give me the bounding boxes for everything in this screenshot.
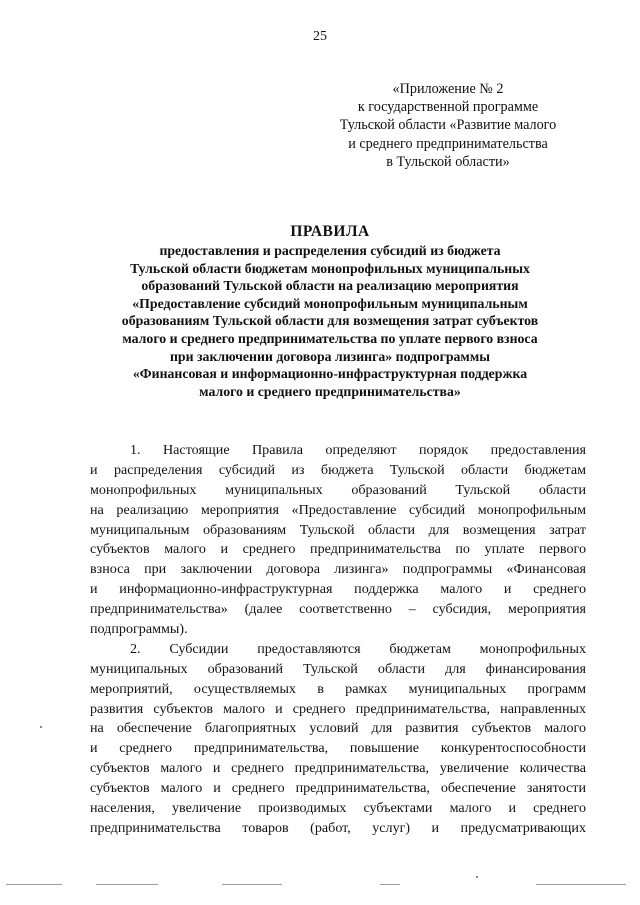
- appendix-line: Тульской области «Развитие малого: [339, 117, 557, 134]
- paragraph-2-line: населения, увеличение производимых субъектами малого и среднего: [90, 800, 586, 817]
- paragraph-1-line: предпринимательства» (далее соответственно – субсидия, мероприятия: [90, 601, 586, 618]
- title-line: образованиям Тульской области для возмещения затрат субъектов: [121, 313, 539, 329]
- paragraph-2-line: 2. Субсидии предоставляются бюджетам монопрофильных: [130, 640, 586, 657]
- scan-speck: [476, 876, 478, 878]
- title-line: предоставления и распределения субсидий из бюджета: [159, 243, 501, 258]
- title-line: малого и среднего предпринимательства по уплате первого взноса: [122, 330, 538, 346]
- scan-artifact-mark: [380, 884, 400, 885]
- body-text: [90, 441, 586, 839]
- appendix-header: [320, 80, 576, 171]
- paragraph-1-line: и распределения субсидий из бюджета Тульской области бюджетам: [90, 461, 586, 478]
- title-line: при заключении договора лизинга» подпрограммы: [169, 348, 490, 364]
- paragraph-1-line: подпрограммы).: [90, 621, 188, 638]
- scan-artifact-mark: [96, 884, 158, 885]
- paragraph-2-line: субъектов малого и среднего предпринимательства, увеличение количества: [90, 760, 586, 777]
- paragraph-1-line: 1. Настоящие Правила определяют порядок предоставления: [130, 442, 586, 458]
- appendix-line: «Приложение № 2: [392, 81, 504, 97]
- paragraph-2-line: развития субъектов малого и среднего предпринимательства, направленных: [90, 700, 586, 717]
- paragraph-2-line: мероприятий, осуществляемых в рамках муниципальных программ: [90, 680, 586, 697]
- title-line: образований Тульской области на реализацию мероприятия: [141, 278, 519, 294]
- scan-speck: [40, 726, 42, 728]
- paragraph-2-line: субъектов малого и среднего предпринимательства, обеспечение занятости: [90, 780, 586, 797]
- scan-artifact-mark: [536, 884, 626, 885]
- scan-artifact-footer: [0, 884, 640, 888]
- title-line: «Предоставление субсидий монопрофильным муниципальным: [132, 295, 528, 311]
- scan-artifact-mark: [222, 884, 282, 885]
- paragraph-2-line: на обеспечение благоприятных условий для развития субъектов малого: [90, 720, 586, 737]
- document-title: [80, 222, 580, 400]
- title-line: «Финансовая и информационно-инфраструктурная поддержка: [132, 366, 528, 382]
- paragraph-1-line: и информационно-инфраструктурная поддержка малого и среднего: [90, 581, 586, 598]
- scan-artifact-mark: [6, 884, 62, 885]
- paragraph-1-line: субъектов малого и среднего предпринимательства по уплате первого: [90, 541, 586, 558]
- title-line: малого и среднего предпринимательства»: [199, 383, 461, 399]
- appendix-line: и среднего предпринимательства: [348, 135, 548, 152]
- appendix-line: в Тульской области»: [386, 153, 510, 170]
- paragraph-1-line: на реализацию мероприятия «Предоставление субсидий монопрофильным: [90, 501, 586, 518]
- appendix-line: к государственной программе: [357, 99, 539, 116]
- page-number: 25: [313, 29, 327, 44]
- paragraph-2-line: предпринимательства товаров (работ, услуг) и предусматривающих: [90, 819, 586, 836]
- paragraph-1-line: муниципальным образованиям Тульской области для возмещения затрат: [90, 521, 586, 538]
- title-subtitle: [80, 242, 580, 400]
- title-main: ПРАВИЛА: [290, 223, 370, 240]
- title-line: Тульской области бюджетам монопрофильных муниципальных: [130, 260, 530, 276]
- paragraph-2-line: муниципальных образований Тульской области для финансирования: [90, 660, 586, 677]
- paragraph-1-line: монопрофильных муниципальных образований Тульской области: [90, 481, 586, 498]
- paragraph-1-line: взноса при заключении договора лизинга» подпрограммы «Финансовая: [90, 561, 586, 578]
- paragraph-2-line: и среднего предпринимательства, повышение конкурентоспособности: [90, 740, 586, 757]
